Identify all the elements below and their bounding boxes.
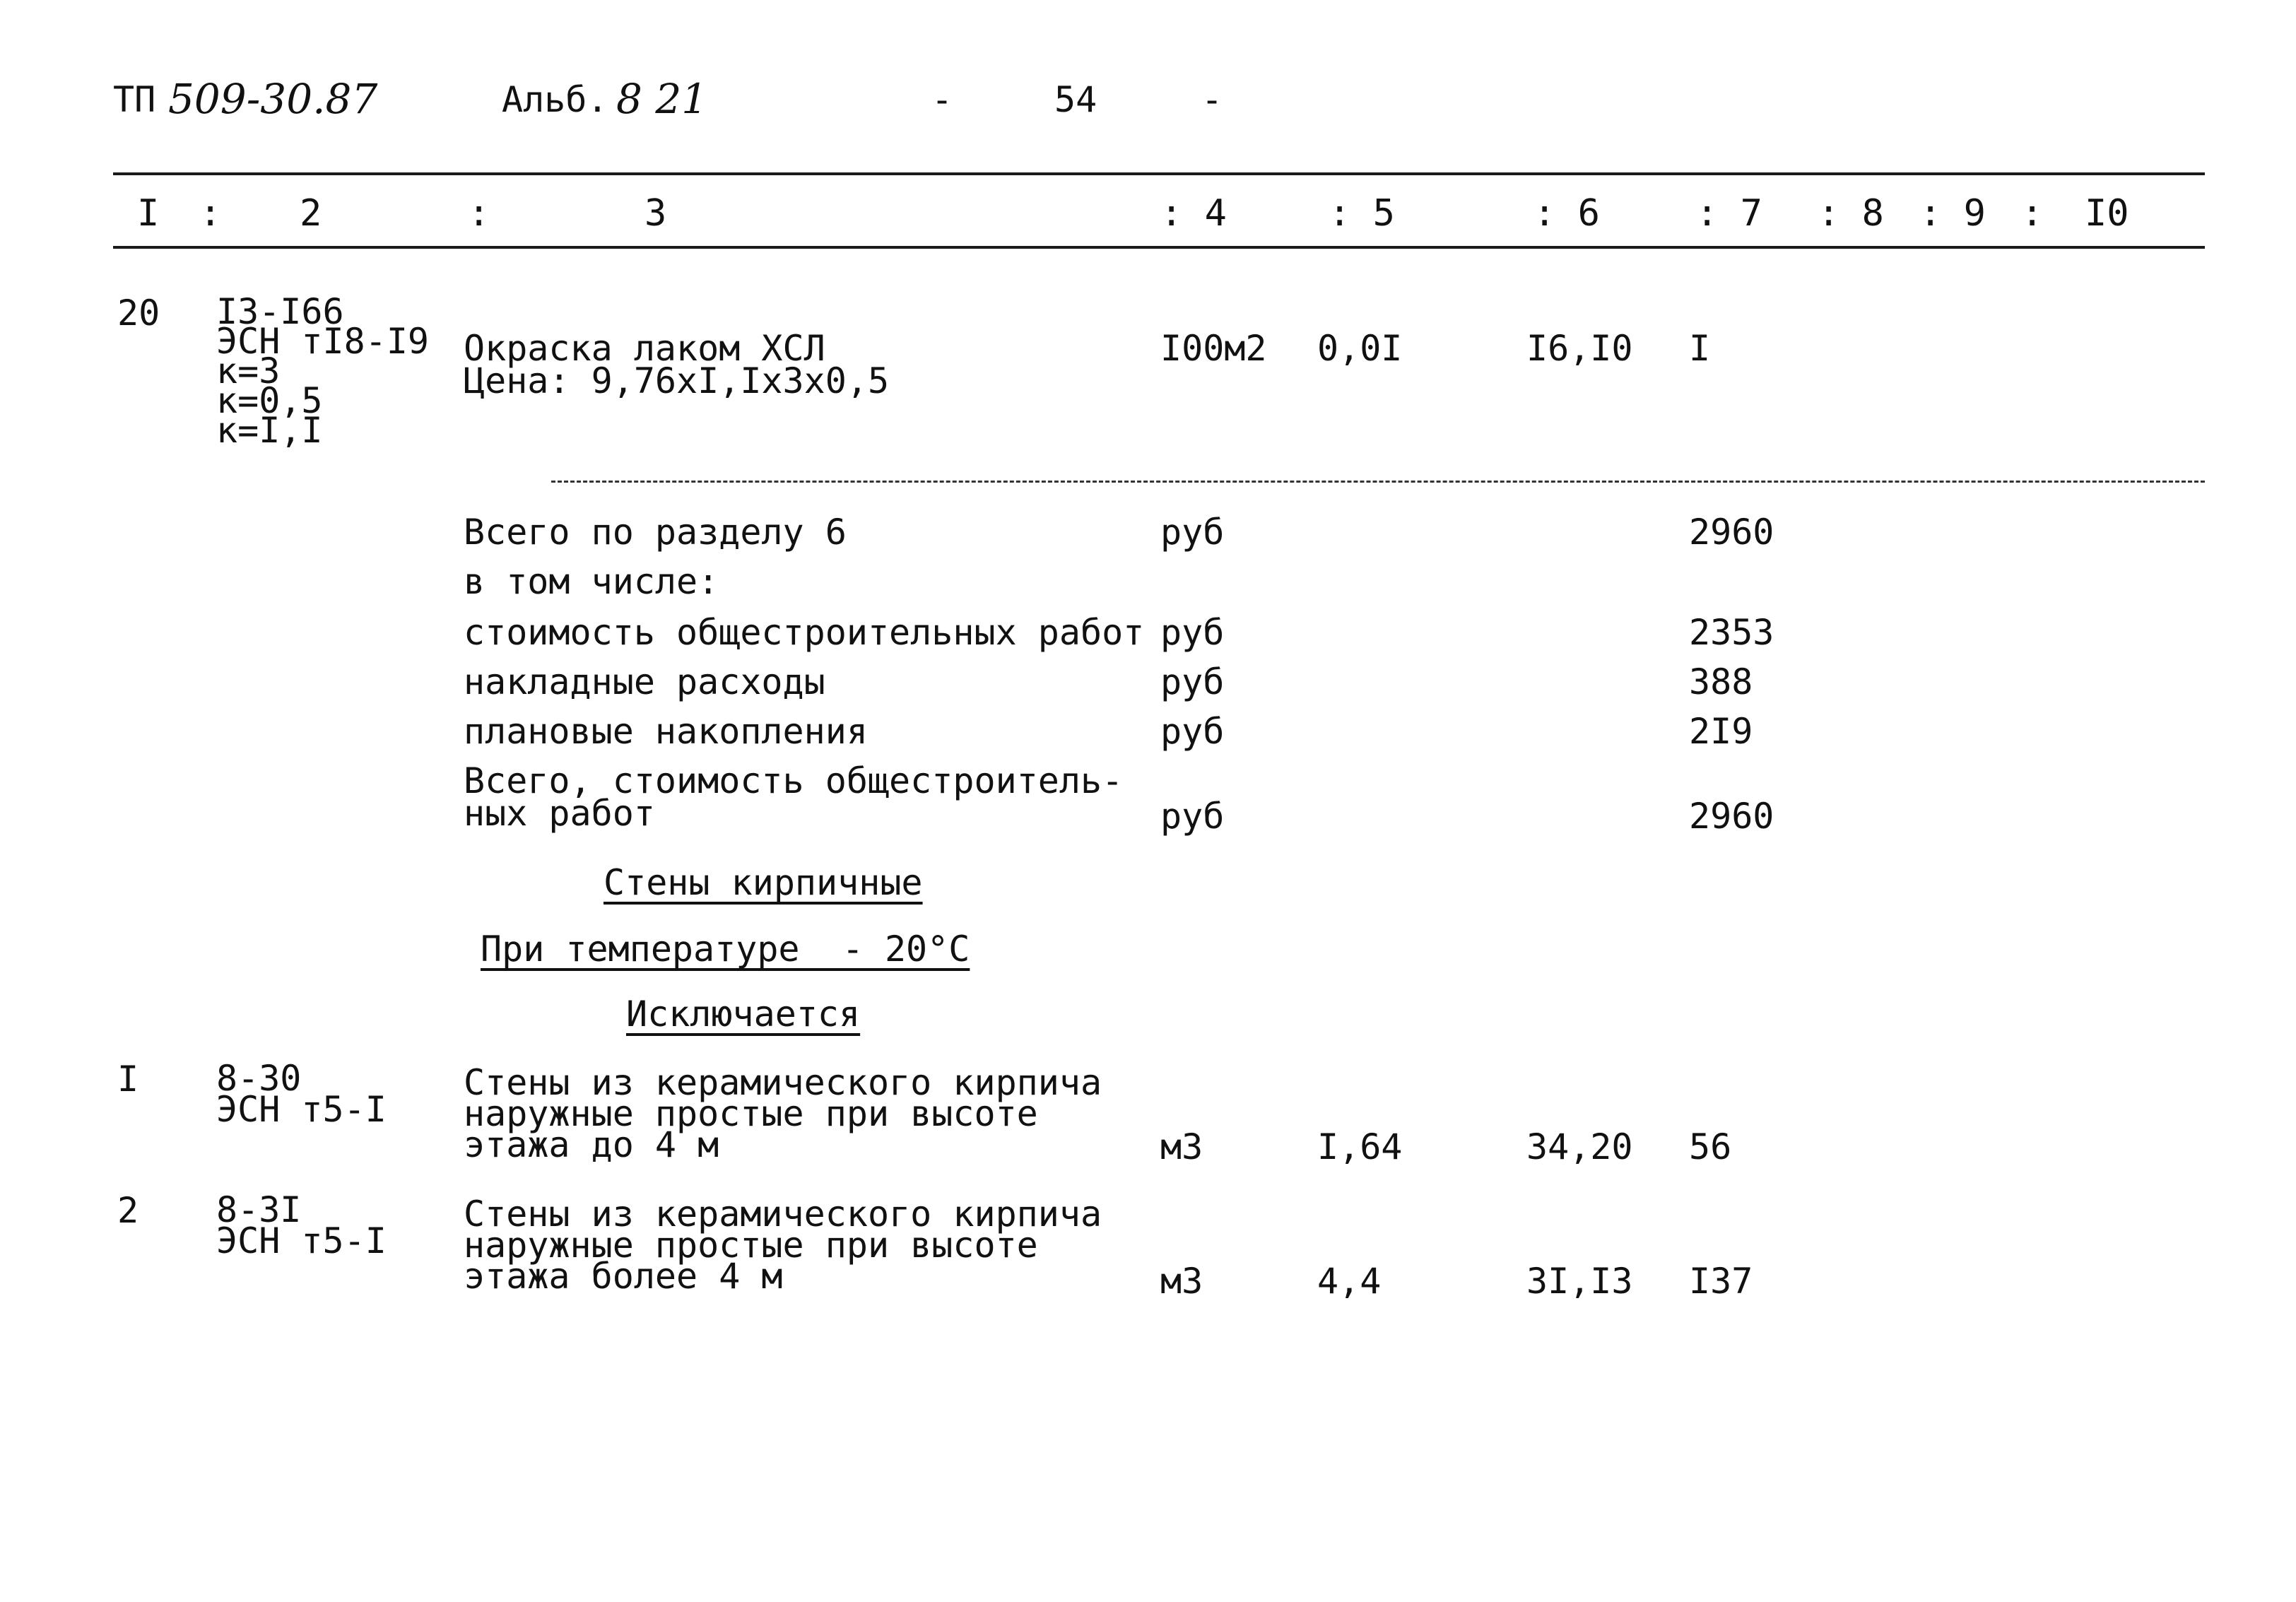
album-prefix: Альб. [502, 79, 608, 120]
row-code: I3-I66 ЭСН тI8-I9 к=3 к=0,5 к=I,I [216, 291, 430, 451]
page-dash-right: - [1201, 79, 1223, 120]
excluded-heading: Исключается [626, 994, 861, 1035]
album-handwritten: 8 21 [616, 75, 708, 123]
summary-label: накладные расходы [464, 661, 825, 702]
column-label: 2 [300, 192, 322, 235]
page-dash-left: - [931, 79, 953, 120]
row-description: Стены из керамического кирпича наружные простые при высоте этажа до 4 м [464, 1062, 1102, 1165]
summary-unit: руб [1160, 661, 1225, 702]
summary-label: стоимость общестроительных работ [464, 612, 1145, 653]
summary-unit: руб [1160, 711, 1225, 752]
column-label: : 8 [1818, 192, 1884, 235]
section-heading: Стены кирпичные [604, 862, 923, 903]
row-description: Окраска лаком ХСЛ Цена: 9,76хI,Iх3х0,5 [464, 328, 890, 401]
column-separator: : [2021, 192, 2044, 235]
row-code: 8-3I ЭСН т5-I [216, 1189, 387, 1261]
row-description: Стены из керамического кирпича наружные простые при высоте этажа более 4 м [464, 1194, 1102, 1297]
row-unit: м3 [1160, 1126, 1203, 1167]
row-number: 2 [117, 1190, 139, 1231]
column-label: : 4 [1160, 192, 1227, 235]
column-separator: : [199, 192, 222, 235]
row-price: I6,I0 [1526, 328, 1633, 369]
header-rule-bottom [113, 246, 2205, 249]
row-quantity: 4,4 [1317, 1261, 1382, 1302]
column-label: I [137, 192, 160, 235]
temperature-heading: При температуре - 20°С [481, 929, 970, 970]
summary-total: 2I9 [1689, 711, 1753, 752]
row-total: I [1689, 328, 1711, 369]
column-separator: : [468, 192, 490, 235]
row-total: I37 [1689, 1261, 1753, 1302]
summary-total: 2353 [1689, 612, 1774, 653]
summary-total: 2960 [1689, 796, 1774, 837]
column-label: I0 [2085, 192, 2129, 235]
row-quantity: 0,0I [1317, 328, 1403, 369]
row-number: I [117, 1059, 139, 1100]
column-label: : 7 [1696, 192, 1762, 235]
row-code: 8-30 ЭСН т5-I [216, 1058, 387, 1130]
column-label: : 6 [1533, 192, 1600, 235]
column-label: : 5 [1329, 192, 1395, 235]
summary-label: в том числе: [464, 561, 719, 602]
column-label: : 9 [1919, 192, 1986, 235]
summary-label: плановые накопления [464, 711, 868, 752]
row-quantity: I,64 [1317, 1126, 1403, 1167]
summary-label: Всего, стоимость общестроитель- ных работ [464, 760, 1124, 834]
row-total: 56 [1689, 1126, 1732, 1167]
row-unit: м3 [1160, 1261, 1203, 1302]
summary-label: Всего по разделу 6 [464, 512, 847, 553]
row-unit: I00м2 [1160, 328, 1267, 369]
row-price: 3I,I3 [1526, 1261, 1633, 1302]
summary-total: 2960 [1689, 512, 1774, 553]
row-number: 20 [117, 293, 160, 334]
doc-code-prefix: ТП [113, 79, 156, 120]
summary-unit: руб [1160, 512, 1225, 553]
section-divider [551, 481, 2205, 483]
page-number: 54 [1054, 79, 1097, 120]
row-price: 34,20 [1526, 1126, 1633, 1167]
header-rule-top [113, 172, 2205, 175]
column-label: 3 [644, 192, 667, 235]
summary-unit: руб [1160, 612, 1225, 653]
summary-total: 388 [1689, 661, 1753, 702]
summary-unit: руб [1160, 796, 1225, 837]
doc-code-handwritten: 509-30.87 [168, 75, 378, 123]
